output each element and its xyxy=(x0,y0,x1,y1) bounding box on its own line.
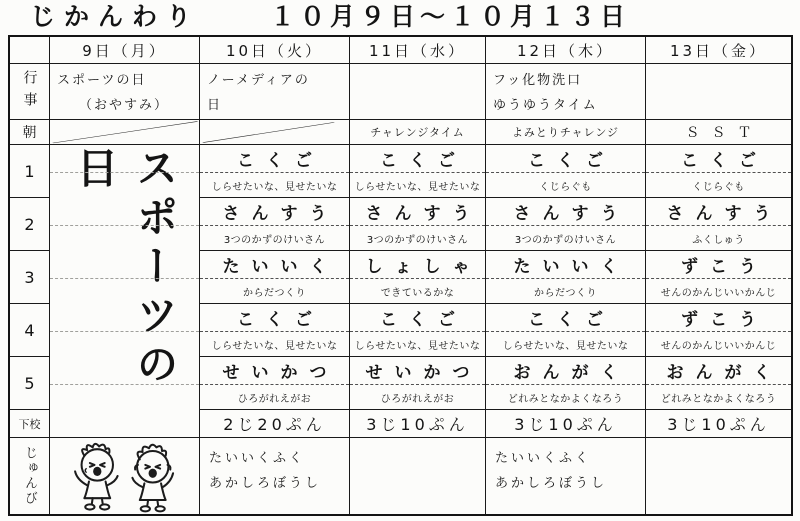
event-text: スポーツの日 xyxy=(57,73,147,88)
prep-cell-thu xyxy=(486,438,646,514)
row-label-period-5: 5 xyxy=(10,357,50,410)
subject-label: たいいく xyxy=(486,251,645,279)
topic-label: 3つのかずのけいさん xyxy=(514,234,617,246)
holiday-cell-mon xyxy=(50,145,200,438)
topic-label: 3つのかずのけいさん xyxy=(366,234,469,246)
subject-label: こくご xyxy=(486,304,645,332)
subject-label: せいかつ xyxy=(350,357,485,385)
subject-label: こくご xyxy=(200,145,349,173)
event-cell-mon xyxy=(50,64,200,120)
subject-label: しょしゃ xyxy=(350,251,485,279)
period-cell-wed-5 xyxy=(350,357,486,410)
day-header-wed: 11日（水） xyxy=(350,37,486,64)
row-label-period-1: 1 xyxy=(10,145,50,198)
period-cell-fri-4 xyxy=(646,304,791,357)
period-cell-tue-4 xyxy=(200,304,350,357)
corner-cell xyxy=(10,37,50,64)
topic-label: しらせたいな、見せたいな xyxy=(502,340,629,352)
subject-label: さんすう xyxy=(350,198,485,226)
prep-text: あかしろぼうし xyxy=(495,476,608,492)
period-cell-thu-4 xyxy=(486,304,646,357)
period-cell-wed-4 xyxy=(350,304,486,357)
subject-label: こくご xyxy=(646,145,791,173)
dismissal-cell-thu: 3じ10ぷん xyxy=(486,410,646,438)
topic-label: ひろがれえがお xyxy=(380,393,455,405)
period-cell-wed-1 xyxy=(350,145,486,198)
subject-label: こくご xyxy=(350,304,485,332)
date-range-title: １０月９日〜１０月１３日 xyxy=(270,2,631,31)
period-cell-tue-1 xyxy=(200,145,350,198)
subject-label: さんすう xyxy=(200,198,349,226)
subject-label: おんがく xyxy=(486,357,645,385)
dismissal-cell-wed: 3じ10ぷん xyxy=(350,410,486,438)
dismissal-cell-fri: 3じ10ぷん xyxy=(646,410,791,438)
grid-showthrough-line xyxy=(50,225,199,226)
topic-label: ひろがれえがお xyxy=(237,393,312,405)
row-label-period-3: 3 xyxy=(10,251,50,304)
period-cell-thu-1 xyxy=(486,145,646,198)
timetable-grid xyxy=(8,35,793,516)
prep-cell-tue xyxy=(200,438,350,514)
period-cell-thu-3 xyxy=(486,251,646,304)
period-cell-fri-3 xyxy=(646,251,791,304)
subject-label: おんがく xyxy=(646,357,791,385)
row-label-period-2: 2 xyxy=(10,198,50,251)
period-cell-thu-2 xyxy=(486,198,646,251)
title-bar xyxy=(0,0,800,33)
morning-cell-mon xyxy=(50,120,200,145)
prep-text: あかしろぼうし xyxy=(209,476,322,492)
prep-cell-fri xyxy=(646,438,791,514)
diagonal-slash-mark xyxy=(50,120,199,144)
prep-text: たいいくふく xyxy=(209,451,306,466)
dismissal-cell-tue: 2じ20ぷん xyxy=(200,410,350,438)
subject-label: さんすう xyxy=(486,198,645,226)
day-header-tue: 10日（火） xyxy=(200,37,350,64)
event-cell-wed xyxy=(350,64,486,120)
period-cell-fri-2 xyxy=(646,198,791,251)
event-cell-thu xyxy=(486,64,646,120)
row-label-dismissal: 下校 xyxy=(10,410,50,438)
topic-label: しらせたいな、見せたいな xyxy=(211,181,338,193)
morning-cell-thu: よみとりチャレンジ xyxy=(486,120,646,145)
day-header-thu: 12日（木） xyxy=(486,37,646,64)
subject-label: さんすう xyxy=(646,198,791,226)
period-cell-fri-1 xyxy=(646,145,791,198)
prep-cell-wed xyxy=(350,438,486,514)
grid-showthrough-line xyxy=(50,384,199,385)
event-text: フッ化物洗口 xyxy=(493,73,583,88)
grid-showthrough-line xyxy=(50,331,199,332)
period-cell-tue-3 xyxy=(200,251,350,304)
period-cell-tue-2 xyxy=(200,198,350,251)
topic-label: しらせたいな、見せたいな xyxy=(354,181,481,193)
day-header-mon: 9日（月） xyxy=(50,37,200,64)
subject-label: こくご xyxy=(200,304,349,332)
period-cell-tue-5 xyxy=(200,357,350,410)
topic-label: せんのかんじいいかんじ xyxy=(660,287,777,299)
diagonal-slash-mark xyxy=(200,120,349,144)
subject-label: ずこう xyxy=(646,251,791,279)
topic-label: せんのかんじいいかんじ xyxy=(660,340,777,352)
period-cell-fri-5 xyxy=(646,357,791,410)
row-label-event: 行事 xyxy=(10,64,50,120)
event-cell-fri xyxy=(646,64,791,120)
page-title: じかんわり xyxy=(30,2,201,31)
children-illustration xyxy=(64,439,186,513)
morning-cell-tue xyxy=(200,120,350,145)
day-header-fri: 13日（金） xyxy=(646,37,791,64)
prep-text: たいいくふく xyxy=(495,451,592,466)
topic-label: しらせたいな、見せたいな xyxy=(354,340,481,352)
topic-label: できているかな xyxy=(380,287,455,299)
subject-label: たいいく xyxy=(200,251,349,279)
holiday-vertical-text: スポーツの日 xyxy=(70,146,180,391)
topic-label: からだつくり xyxy=(534,287,597,299)
period-cell-wed-3 xyxy=(350,251,486,304)
topic-label: どれみとなかよくなろう xyxy=(660,393,777,405)
event-text: 日 xyxy=(207,97,223,113)
subject-label: こくご xyxy=(350,145,485,173)
topic-label: くじらぐも xyxy=(539,181,592,193)
topic-label: しらせたいな、見せたいな xyxy=(211,340,338,352)
prep-cell-mon xyxy=(50,438,200,514)
event-text: （おやすみ） xyxy=(79,97,170,113)
topic-label: からだつくり xyxy=(243,287,306,299)
topic-label: どれみとなかよくなろう xyxy=(507,393,624,405)
event-cell-tue xyxy=(200,64,350,120)
topic-label: くじらぐも xyxy=(692,181,745,193)
period-cell-thu-5 xyxy=(486,357,646,410)
row-label-period-4: 4 xyxy=(10,304,50,357)
subject-label: ずこう xyxy=(646,304,791,332)
subject-label: せいかつ xyxy=(200,357,349,385)
period-cell-wed-2 xyxy=(350,198,486,251)
event-text: ゆうゆうタイム xyxy=(493,97,598,113)
event-text: ノーメディアの xyxy=(207,73,310,88)
grid-showthrough-line xyxy=(50,278,199,279)
subject-label: こくご xyxy=(486,145,645,173)
row-label-preparation: じゅんび xyxy=(10,438,50,514)
morning-cell-fri: ＳＳＴ xyxy=(646,120,791,145)
grid-showthrough-line xyxy=(50,172,199,173)
topic-label: ふくしゅう xyxy=(692,234,745,246)
topic-label: 3つのかずのけいさん xyxy=(223,234,326,246)
row-label-morning: 朝 xyxy=(10,120,50,145)
morning-cell-wed: チャレンジタイム xyxy=(350,120,486,145)
